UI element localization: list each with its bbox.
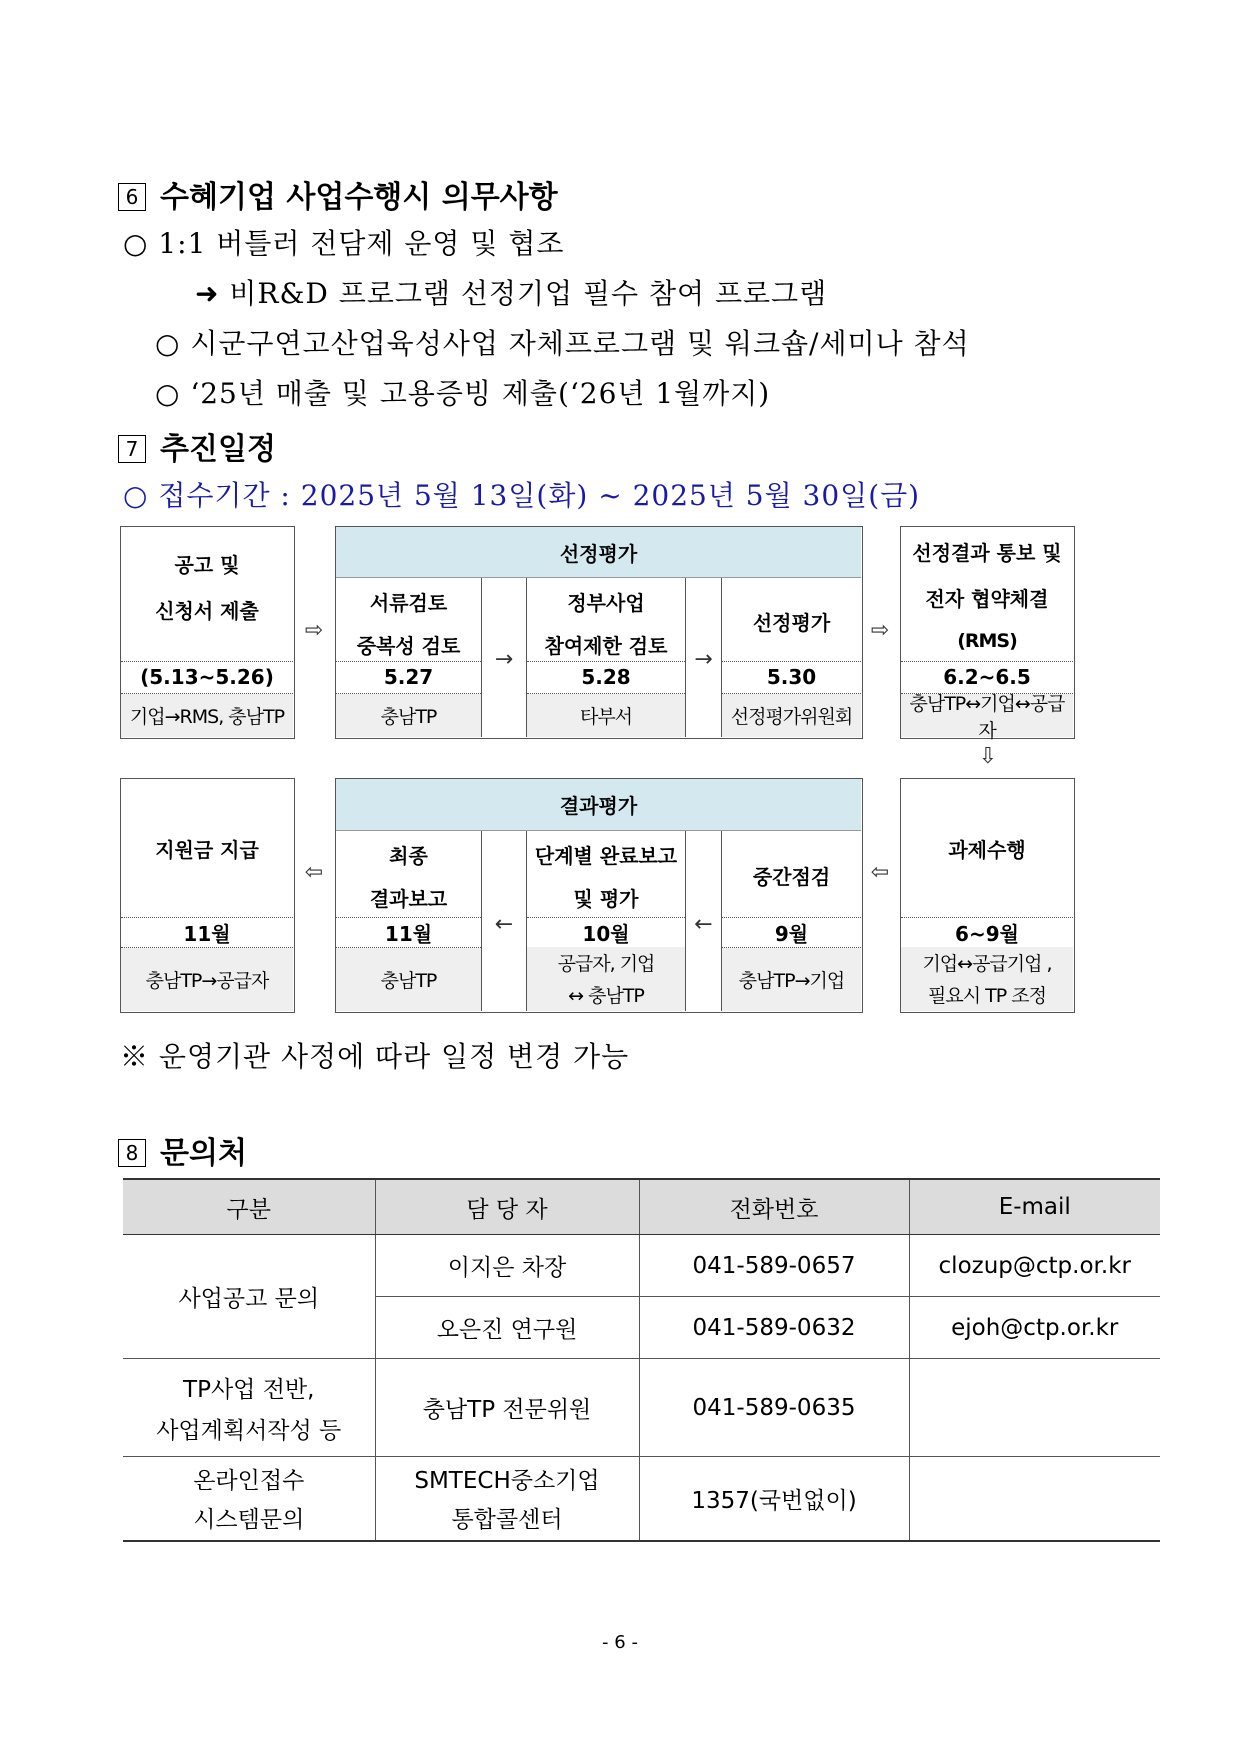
person-cell: 이지은 차장 (375, 1235, 639, 1297)
task-title: 과제수행 (948, 837, 1026, 862)
page-number: - 6 - (602, 1632, 638, 1653)
announce-title-2: 신청서 제출 (155, 599, 259, 623)
task-who-1: 기업↔공급기업 , (901, 947, 1073, 978)
doc-review-title-2: 중복성 검토 (356, 633, 461, 658)
person-cell: 충남TP 전문위원 (375, 1359, 639, 1457)
category-cell: 사업공고 문의 (123, 1235, 375, 1359)
section8-heading (118, 1128, 247, 1172)
task-date: 6~9월 (955, 921, 1019, 946)
stage-date: 10월 (582, 921, 630, 946)
reception-period: ○ 접수기간 : 2025년 5월 13일(화) ~ 2025년 5월 30일(금) (123, 479, 921, 512)
section6-item-2: ➜ 비R&D 프로그램 선정기업 필수 참여 프로그램 (195, 277, 828, 310)
right-arrow-icon: ⇨ (870, 618, 890, 643)
selection-group-box (335, 526, 863, 739)
table-header-row (123, 1179, 1160, 1235)
payment-date: 11월 (183, 921, 231, 946)
payment-who: 충남TP→공급자 (121, 948, 293, 1011)
email-cell: clozup@ctp.or.kr (909, 1235, 1160, 1297)
task-who-2: 필요시 TP 조정 (901, 978, 1073, 1011)
gov-check-title-2: 참여제한 검토 (544, 633, 668, 658)
doc-review-who: 충남TP (336, 694, 481, 737)
selection-date: 5.30 (766, 665, 817, 689)
section6-heading (118, 172, 558, 216)
section6-item-4: ○ ‘25년 매출 및 고용증빙 제출(‘26년 1월까지) (155, 377, 771, 410)
section7-heading (118, 424, 276, 468)
announce-date: (5.13~5.26) (140, 665, 274, 689)
result-who: 충남TP↔기업↔공급자 (901, 694, 1073, 737)
category-cell (123, 1359, 375, 1457)
contact-table (123, 1178, 1160, 1542)
result-eval-group-box (335, 778, 863, 1013)
right-arrow-icon: ⇨ (304, 618, 324, 643)
down-arrow-icon: ⇩ (978, 744, 998, 769)
result-eval-group-title: 결과평가 (336, 779, 861, 831)
section6-item-3: ○ 시군구연고산업육성사업 자체프로그램 및 워크숍/세미나 참석 (155, 327, 970, 360)
stage-who-1: 공급자, 기업 (527, 947, 685, 978)
person-line-2: 통합콜센터 (451, 1507, 563, 1534)
selection-group-title: 선정평가 (336, 527, 861, 578)
announce-title-1: 공고 및 (174, 553, 240, 577)
section8-number: 8 (118, 1139, 146, 1167)
section8-title: 문의처 (160, 1136, 247, 1171)
left-arrow-icon: ← (494, 912, 514, 937)
doc-review-title-1: 서류검토 (369, 590, 448, 615)
section6-item-1: ○ 1:1 버틀러 전담제 운영 및 협조 (123, 227, 565, 260)
midcheck-date: 9월 (774, 921, 809, 946)
selection-title: 선정평가 (752, 610, 831, 635)
table-row (123, 1359, 1160, 1457)
announce-box (120, 526, 295, 739)
category-cell (123, 1457, 375, 1541)
header-email: E-mail (909, 1179, 1160, 1235)
section7-title: 추진일정 (160, 432, 276, 467)
right-arrow-icon: → (494, 647, 514, 672)
selection-who: 선정평가위원회 (722, 694, 861, 737)
email-cell (909, 1359, 1160, 1457)
gov-check-who: 타부서 (527, 694, 685, 737)
section6-title: 수혜기업 사업수행시 의무사항 (160, 180, 558, 215)
gov-check-date: 5.28 (581, 665, 631, 689)
left-arrow-icon: ⇦ (304, 860, 324, 885)
category-line-2: 사업계획서작성 등 (156, 1417, 342, 1444)
header-category: 구분 (123, 1179, 375, 1235)
announce-who: 기업→RMS, 충남TP (121, 694, 293, 737)
result-title-2: 전자 협약체결 (925, 586, 1049, 611)
phone-cell: 041-589-0632 (639, 1297, 909, 1359)
final-title-1: 최종 (389, 843, 428, 868)
category-line-2: 시스템문의 (193, 1507, 305, 1534)
category-line-1: TP사업 전반, (183, 1376, 315, 1403)
schedule-note: ※ 운영기관 사정에 따라 일정 변경 가능 (120, 1040, 630, 1073)
person-cell: 오은진 연구원 (375, 1297, 639, 1359)
stage-title-2: 및 평가 (573, 886, 639, 911)
result-title-3: (RMS) (957, 630, 1017, 652)
person-cell (375, 1457, 639, 1541)
phone-cell: 041-589-0635 (639, 1359, 909, 1457)
person-line-1: SMTECH중소기업 (414, 1468, 600, 1495)
result-title-1: 선정결과 통보 및 (912, 540, 1062, 565)
stage-title-1: 단계별 완료보고 (534, 843, 678, 868)
payment-box (120, 778, 295, 1013)
midcheck-title: 중간점검 (752, 865, 831, 889)
payment-title: 지원금 지급 (155, 837, 259, 862)
header-person: 담 당 자 (375, 1179, 639, 1235)
phone-cell: 041-589-0657 (639, 1235, 909, 1297)
email-cell: ejoh@ctp.or.kr (909, 1297, 1160, 1359)
left-arrow-icon: ⇦ (870, 860, 890, 885)
final-title-2: 결과보고 (369, 886, 448, 911)
task-box (900, 778, 1075, 1013)
table-row (123, 1457, 1160, 1541)
gov-check-title-1: 정부사업 (567, 590, 645, 615)
stage-who-2: ↔ 충남TP (527, 978, 685, 1011)
table-row (123, 1235, 1160, 1297)
left-arrow-icon: ← (694, 912, 713, 937)
final-who: 충남TP (336, 948, 481, 1011)
category-line-1: 온라인접수 (193, 1468, 305, 1495)
section7-number: 7 (118, 435, 146, 463)
result-date: 6.2~6.5 (943, 665, 1031, 689)
header-phone: 전화번호 (639, 1179, 909, 1235)
final-date: 11월 (384, 921, 433, 946)
doc-review-date: 5.27 (383, 665, 434, 689)
section6-number: 6 (118, 183, 146, 211)
phone-cell: 1357(국번없이) (639, 1457, 909, 1541)
right-arrow-icon: → (694, 647, 713, 672)
midcheck-who: 충남TP→기업 (722, 948, 861, 1011)
result-box (900, 526, 1075, 742)
email-cell (909, 1457, 1160, 1541)
